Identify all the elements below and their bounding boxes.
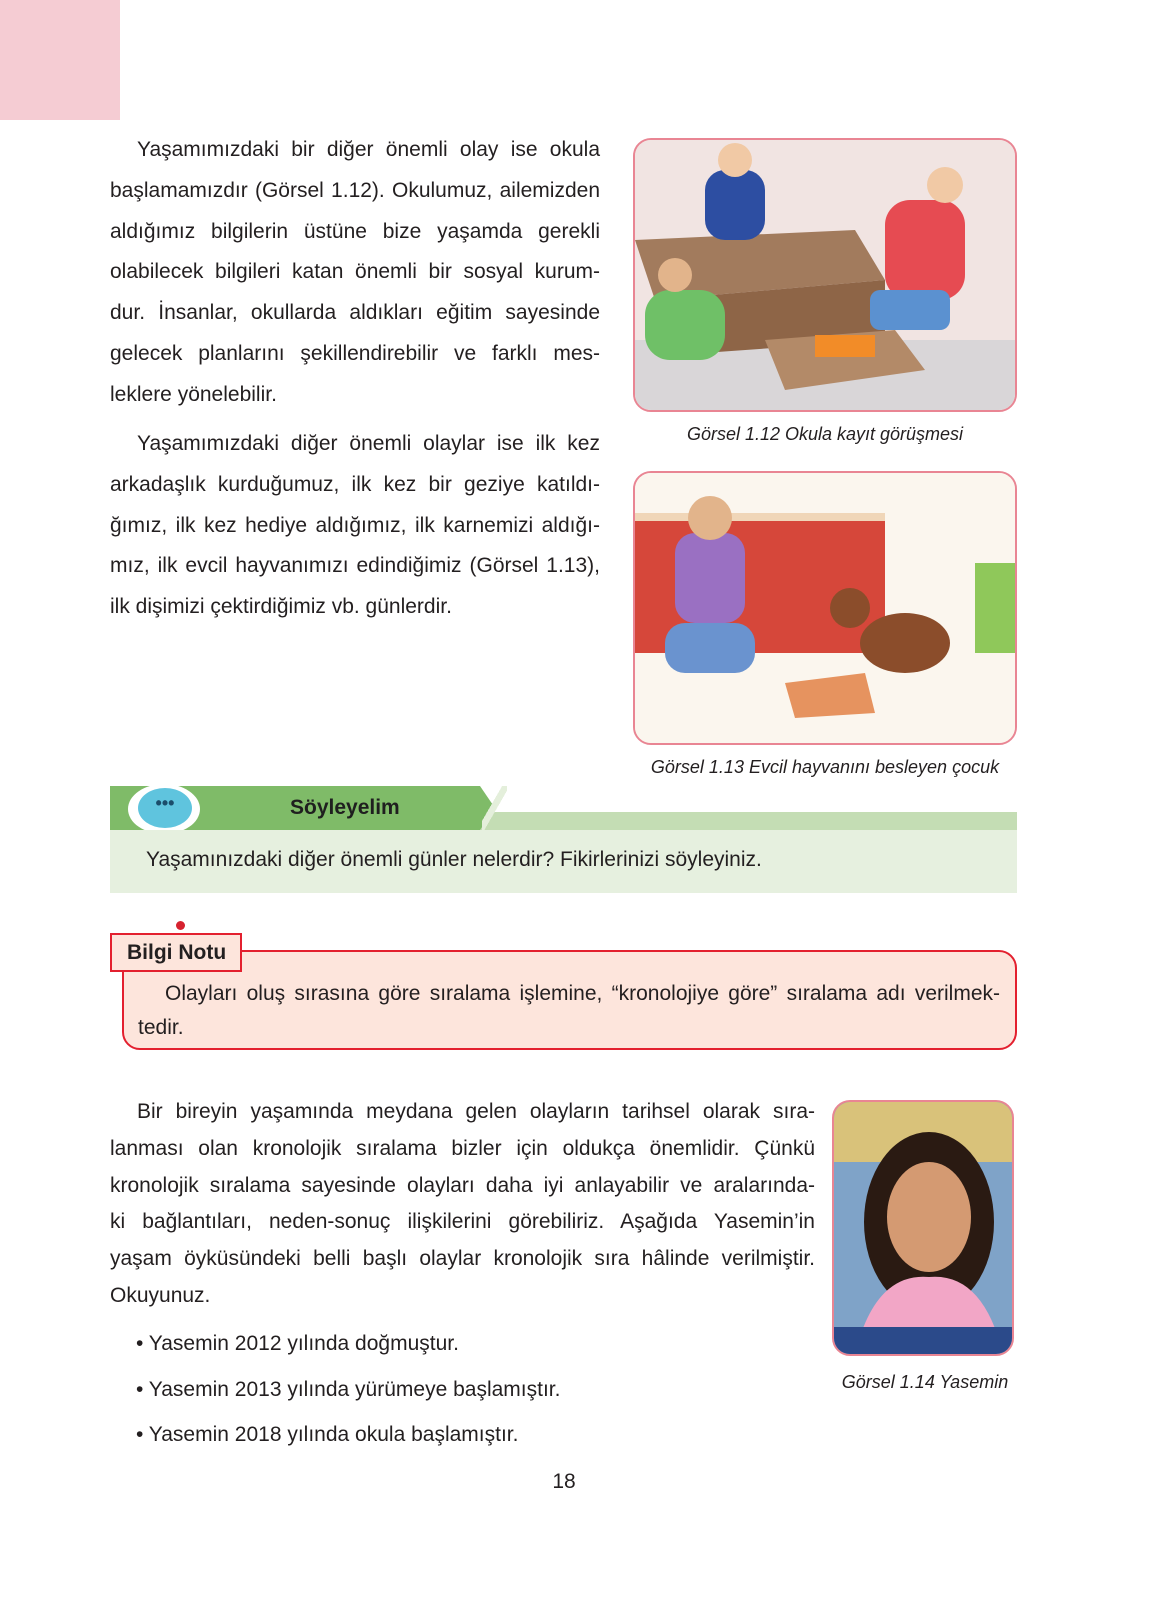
list-item: • Yasemin 2013 yılında yürümeye başlamıştır. (136, 1377, 561, 1401)
boy-feeding-dog-illustration (633, 471, 1017, 745)
info-note-text (138, 982, 1000, 1050)
text-line: ki bağlantıları, neden-sonuç ilişkilerini görebiliriz. Aşağıda Yasemin’in (110, 1210, 815, 1234)
corner-decoration (0, 0, 120, 120)
text-line: yaşam öyküsündeki belli başlı olaylar kronolojik sıra hâlinde verilmiştir. (110, 1247, 815, 1271)
yasemin-events-list (136, 1332, 560, 1469)
text-line: aldığımız bilgilerin üstüne bize yaşamda gerekli (110, 219, 600, 243)
paragraph-chronology (110, 1100, 815, 1321)
text-line: olabilecek bilgileri katan önemli bir sosyal kurum- (110, 260, 600, 284)
info-note-title: Bilgi Notu (110, 933, 242, 972)
school-enrollment-illustration (633, 138, 1017, 412)
pin-icon (176, 921, 185, 930)
text-line: ilk dişimizi çektirdiğimiz vb. günlerdir. (110, 595, 452, 619)
text-line: başlamamızdır (Görsel 1.12). Okulumuz, ailemizden (110, 178, 600, 202)
text-line: leklere yönelebilir. (110, 382, 277, 406)
figure-caption: Görsel 1.14 Yasemin (841, 1372, 1009, 1392)
paragraph-school (110, 138, 600, 424)
text-line: Yaşamımızdaki bir diğer önemli olay ise okula (137, 138, 600, 161)
text-line: lanması olan kronolojik sıralama bizler için oldukça önemlidir. Çünkü (110, 1136, 815, 1160)
soyleyelim-title: Söyleyelim (290, 796, 400, 819)
text-line: tedir. (138, 1016, 184, 1039)
text-line: kronolojik sıralama sayesinde olayları daha iyi anlayabilir ve aralarında- (110, 1173, 815, 1197)
list-item: • Yasemin 2018 yılında okula başlamıştır. (136, 1423, 519, 1446)
text-line: gelecek planlarını şekillendirebilir ve farklı mes- (110, 341, 600, 365)
text-line: mız, ilk evcil hayvanımızı edindiğimiz (Görsel 1.13), (110, 554, 600, 578)
text-line: Yaşamımızdaki diğer önemli olaylar ise ilk kez (137, 432, 600, 455)
yasemin-photo (832, 1100, 1014, 1356)
paragraph-important-days (110, 432, 600, 636)
soyleyelim-edge (482, 786, 507, 830)
text-line: Okuyunuz. (110, 1283, 211, 1307)
list-item: • Yasemin 2012 yılında doğmuştur. (136, 1332, 459, 1355)
text-line: arkadaşlık kurduğumuz, ilk kez bir geziye katıldı- (110, 472, 600, 496)
text-line: Olayları oluş sırasına göre sıralama işlemine, “kronolojiye göre” sıralama adı verilmek- (165, 982, 1000, 1005)
soyleyelim-question: Yaşamınızdaki diğer önemli günler nelerdir? Fikirlerinizi söyleyiniz. (146, 848, 762, 871)
figure-caption: Görsel 1.12 Okula kayıt görüşmesi (686, 424, 964, 444)
text-line: ğımız, ilk kez hediye aldığımız, ilk karnemizi aldığı- (110, 513, 600, 537)
text-line: dur. İnsanlar, okullarda aldıkları eğitim sayesinde (110, 301, 600, 325)
figure-caption: Görsel 1.13 Evcil hayvanını besleyen çocuk (650, 757, 1000, 777)
text-line: Bir bireyin yaşamında meydana gelen olayların tarihsel olarak sıra- (137, 1100, 815, 1123)
page-number: 18 (552, 1470, 576, 1493)
speech-bubble-icon: ••• (138, 788, 192, 828)
